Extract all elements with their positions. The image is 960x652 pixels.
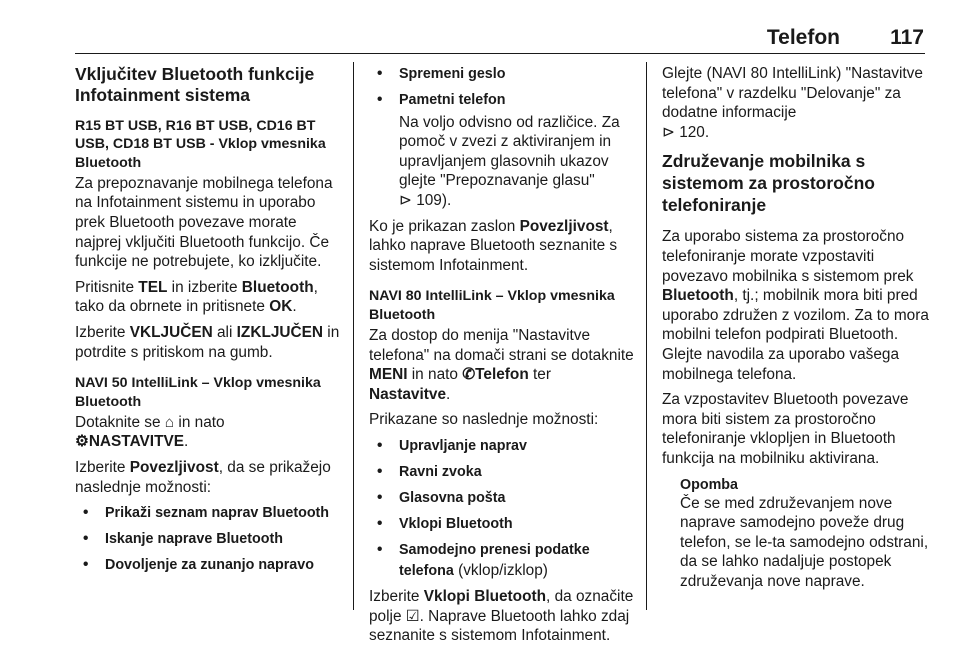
column-divider-2 (646, 62, 647, 610)
subheading-r15: R15 BT USB, R16 BT USB, CD16 BT USB, CD18 BT USB - Vklop vmesnika Bluetooth (75, 118, 326, 171)
paragraph: Pritisnite TEL in izberite Bluetooth, tako da obrnete in pritisnete OK. (75, 278, 318, 316)
page-ref-icon: ⊳ (399, 192, 412, 210)
note-heading: Opomba (680, 476, 738, 493)
list-item: • Pametni telefon (377, 91, 506, 109)
sub-paragraph: Na voljo odvisno od različice. Za pomoč v zvezi z aktiviranjem in upravljanjem glasovnih ukazov glejte "Prepoznavanje glasu" ⊳ 109). (399, 113, 620, 210)
home-icon: ⌂ (164, 413, 175, 431)
option-list (369, 436, 635, 582)
paragraph: Ko je prikazan zaslon Povezljivost, lahko naprave Bluetooth seznanite s sistemom Infotainment. (369, 217, 618, 274)
column-3 (662, 64, 930, 591)
paragraph: Izberite VKLJUČEN ali IZKLJUČEN in potrdite s pritiskom na gumb. (75, 324, 340, 361)
paragraph: Izberite Povezljivost, da se prikažejo naslednje možnosti: (75, 459, 331, 496)
note-box (662, 477, 930, 592)
paragraph: Za uporabo sistema za prostoročno telefoniranje morate vzpostaviti povezavo mobilnika s sistemom prek Bluetooth, tj.; mobilnik mora biti pred uporabo združen z vozilom. Za to mora mobilni telefon podpirati Bluetooth. Glejte navodila za uporabo vašega mobilnega telefona. (662, 228, 929, 383)
paragraph: Za prepoznavanje mobilnega telefona na Infotainment sistemu in uporabo prek Bluetooth povezave morate najprej vključiti Bluetooth funkcijo. Če funkcije ne potrebujete, ko izključite. (75, 174, 333, 271)
section-heading: Vključitev Bluetooth funkcije Infotainment sistema (75, 64, 315, 105)
paragraph: Za vzpostavitev Bluetooth povezave mora biti sistem za prostoročno telefoniranje vklopljen in Bluetooth funkcija na mobilniku aktivirana. (662, 391, 909, 467)
paragraph: Izberite Vklopi Bluetooth, da označite polje ☑. Naprave Bluetooth lahko zdaj seznanite s sistemom Infotainment. (369, 588, 634, 645)
option-list (369, 64, 635, 111)
subheading-navi50: NAVI 50 IntelliLink – Vklop vmesnika Bluetooth (75, 375, 321, 410)
paragraph: Za dostop do menija "Nastavitve telefona" na domači strani se dotaknite MENI in nato ✆Telefon ter Nastavitve. (369, 327, 634, 403)
paragraph: Glejte (NAVI 80 IntelliLink) "Nastavitve telefona" v razdelku "Delovanje" za dodatne informacije ⊳ 120. (662, 65, 923, 141)
header-rule (75, 53, 925, 54)
column-1 (75, 64, 347, 581)
checkbox-icon: ☑ (405, 607, 420, 625)
note-text: Če se med združevanjem nove naprave samodejno poveže drug telefon, se le-ta samodejno odstrani, da se lahko nadaljuje postopek združevanja nove naprave. (680, 494, 929, 590)
column-divider-1 (353, 62, 354, 610)
paragraph: Prikazane so naslednje možnosti: (369, 411, 599, 429)
page-header (0, 26, 960, 50)
list-item: • Spremeni geslo (377, 65, 506, 82)
option-list (75, 503, 347, 576)
subheading-navi80: NAVI 80 IntelliLink – Vklop vmesnika Bluetooth (369, 288, 615, 323)
list-item: • Iskanje naprave Bluetooth (83, 530, 283, 548)
list-item: • Samodejno prenesi podatke telefona (vklop/izklop) (377, 541, 590, 579)
phone-icon: ✆ (462, 366, 476, 384)
paragraph: Dotaknite se ⌂ in nato ⚙NASTAVITVE. (75, 413, 225, 451)
list-item: • Upravljanje naprav (377, 437, 527, 454)
list-item: • Dovoljenje za zunanjo napravo (83, 556, 314, 574)
list-item: • Vklopi Bluetooth (377, 515, 513, 533)
section-heading: Združevanje mobilnika s sistemom za prostoročno telefoniranje (662, 151, 875, 216)
settings-icon: ⚙ (75, 433, 89, 451)
page-ref-icon: ⊳ (662, 123, 675, 141)
list-item: • Ravni zvoka (377, 463, 482, 481)
column-2 (369, 64, 635, 652)
page-title: Telefon (766, 26, 840, 49)
list-item: • Glasovna pošta (377, 489, 506, 507)
list-item: • Prikaži seznam naprav Bluetooth (83, 504, 330, 522)
page-number: 117 (890, 26, 924, 49)
